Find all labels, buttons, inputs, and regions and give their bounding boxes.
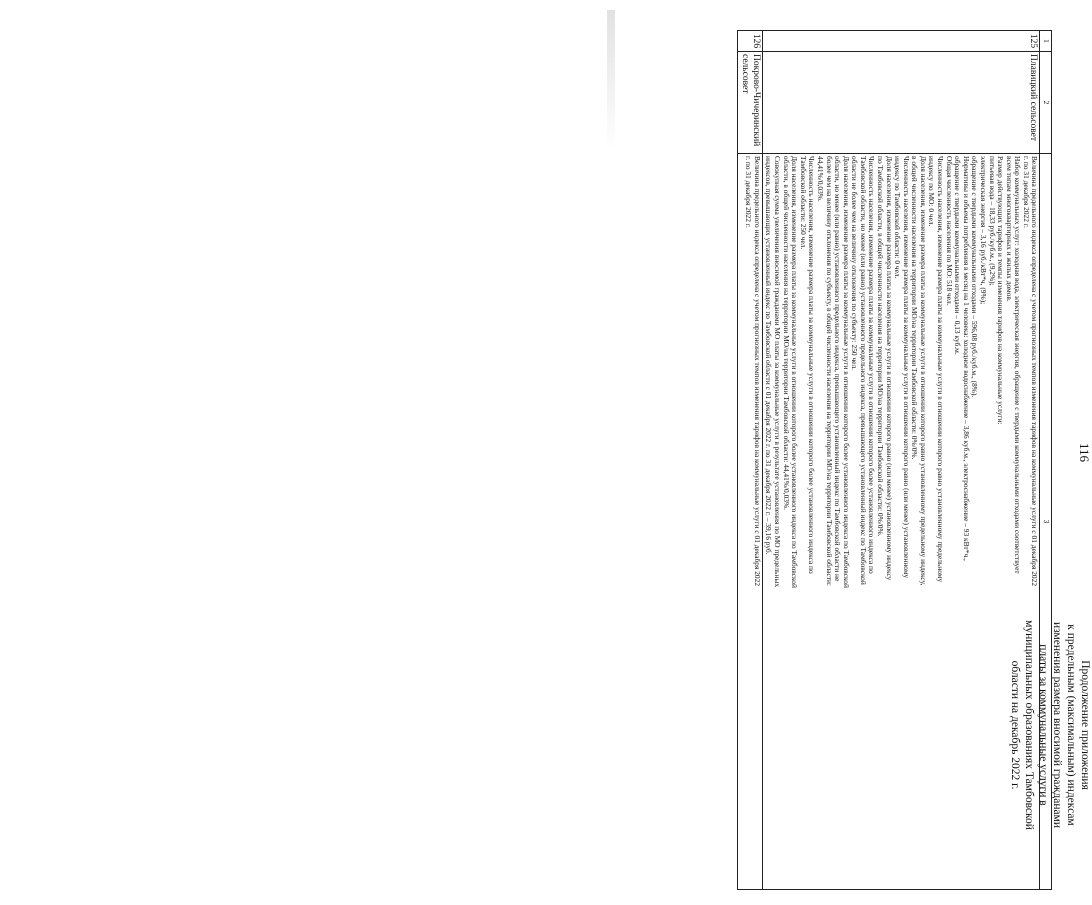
- municipality-name: Плавицкий сельсовет: [762, 52, 1040, 154]
- description-line: Доля населения, изменение размера платы за коммунальные услуги в отношении которого равно (или менее) установленному индексу: [884, 156, 894, 581]
- description-line: Численность населения, изменение размера платы за коммунальные услуги в отношении которого более установленного индекса по: [867, 156, 877, 574]
- index-description: [737, 154, 762, 890]
- description-line: г. по 31 декабря 2022 г.: [1021, 156, 1031, 228]
- description-line: индексу по МО: 0 чел.: [927, 156, 937, 227]
- rotated-content: [80, 0, 1092, 905]
- description-line: 44,41%/0,03%.: [815, 156, 825, 202]
- description-line: всем типам многоквартирных и жилых домов.: [1004, 156, 1014, 302]
- description-line: электрическая энергия – 3,16 руб./кВт*ч, (9%);: [978, 156, 988, 305]
- description-line: обращение с твердыми коммунальными отходами – 0,13 куб.м.: [953, 156, 963, 355]
- description-line: по Тамбовской области, в общей численности населения на территории МО/на территории Тамбовской области: 0%/0%.: [876, 156, 886, 537]
- row-number: 125: [762, 31, 1040, 52]
- description-line: более чем на величину отклонения по субъекту, в общей численности населения на территории МО/на территории Тамбовской области:: [824, 156, 834, 586]
- description-line: Величина предельного индекса определена с учетом прогнозных темпов изменения тарифов на коммунальные услуги с 01 декабря 2022: [752, 156, 762, 587]
- description-line: Численность населения, изменение размера платы за коммунальные услуги в отношении которого равно установленному предельному: [936, 156, 946, 583]
- description-line: Доля населения, изменение размера платы за коммунальные услуги в отношении которого более установленного индекса по Тамбовской: [841, 156, 851, 588]
- title-line: Продолжение приложения: [1079, 660, 1091, 790]
- page-number: 116: [1077, 442, 1092, 463]
- description-line: в общей численности населения на территории МО/на территории Тамбовской области: 0%/0%.: [910, 156, 920, 460]
- data-table: [737, 30, 1052, 890]
- description-line: Численность населения, изменение размера платы за коммунальные услуги в отношении которого более установленного индекса по: [807, 156, 817, 574]
- description-line: Величина предельного индекса определена с учетом прогнозных темпов изменения тарифов на коммунальные услуги с 01 декабря 2022: [1030, 156, 1040, 587]
- title-line: муниципальных образованиях Тамбовской: [1022, 620, 1035, 830]
- table-row: [737, 31, 762, 890]
- description-line: области, но менее (или равно) установленного предельного индекса, превышающего установленный индекс по Тамбовской области не: [833, 156, 843, 582]
- description-line: Общая численность населения по МО: 518 чел.: [944, 156, 954, 306]
- title-line: к предельным (максимальным) индексам: [1064, 624, 1077, 826]
- description-line: Совокупная сумма увеличения вносимой гражданами МО платы за коммунальные услуги в результате установления по МО предельных: [773, 156, 783, 588]
- description-line: индексов, превышающих установленный индекс по Тамбовской области с 01 декабря 2022 г. по 31 декабря 2022 г. – 39,16 руб.: [764, 156, 774, 555]
- description-line: индексу по Тамбовской области: 0 чел.: [893, 156, 903, 279]
- description-line: Тамбовской области, но менее (или равно) установленного предельного индекса, превышающего установленный индекс по Тамбовской: [858, 156, 868, 585]
- description-line: Численность населения, изменение размера платы за коммунальные услуги в отношении которого равно (или менее) установленному: [901, 156, 911, 579]
- description-line: г. по 31 декабря 2022 г.: [744, 156, 754, 228]
- title-line: изменения размера вносимой гражданами: [1050, 621, 1063, 829]
- description-line: Набор коммунальных услуг: холодная вода, электрическая энергия, обращение с твердыми коммунальными отходами соответствует: [1013, 156, 1023, 574]
- description-line: обращение с твердыми коммунальными отходами – 596,08 руб./куб.м., (8%).: [970, 156, 980, 398]
- description-line: питьевая вода – 18,33 руб./куб.м., (9,2%);: [987, 156, 997, 286]
- header-col-1: 1: [1040, 31, 1052, 52]
- description-line: области не более чем на величину отклонения по субъекту: 250 чел.: [850, 156, 860, 370]
- description-line: Нормативы и объемы потребления в месяц на 1 человека: холодное водоснабжение – 3,86 куб.м., электроснабжение – 93 кВт*ч.,: [961, 156, 971, 561]
- table-row: [762, 31, 1040, 890]
- description-line: Доля населения, изменение размера платы за коммунальные услуги в отношении которого равно установленному предельному индексу,: [918, 156, 928, 586]
- description-line: Тамбовской области: 250 чел.: [798, 156, 808, 250]
- description-line: Доля населения, изменение размера платы за коммунальные услуги в отношении которого более установленного индекса по Тамбовской: [790, 156, 800, 588]
- description-line: области, в общей численности населения на территории МО/на территории Тамбовской области: 44,41%/0,03%.: [781, 156, 791, 510]
- header-col-2: 2: [1040, 52, 1052, 154]
- header-col-3: 3: [1040, 154, 1052, 890]
- table-header-row: [1040, 31, 1052, 890]
- title-line: области на декабрь 2022 г.: [1008, 660, 1021, 790]
- municipality-name: Покрово-Чичеринский сельсовет: [737, 52, 762, 154]
- index-description: [762, 154, 1040, 890]
- title-line: платы за коммунальные услуги в: [1036, 644, 1049, 806]
- description-line: Размер действующих тарифов и темпы изменения тарифов на коммунальные услуги:: [996, 156, 1006, 425]
- row-number: 126: [737, 31, 762, 52]
